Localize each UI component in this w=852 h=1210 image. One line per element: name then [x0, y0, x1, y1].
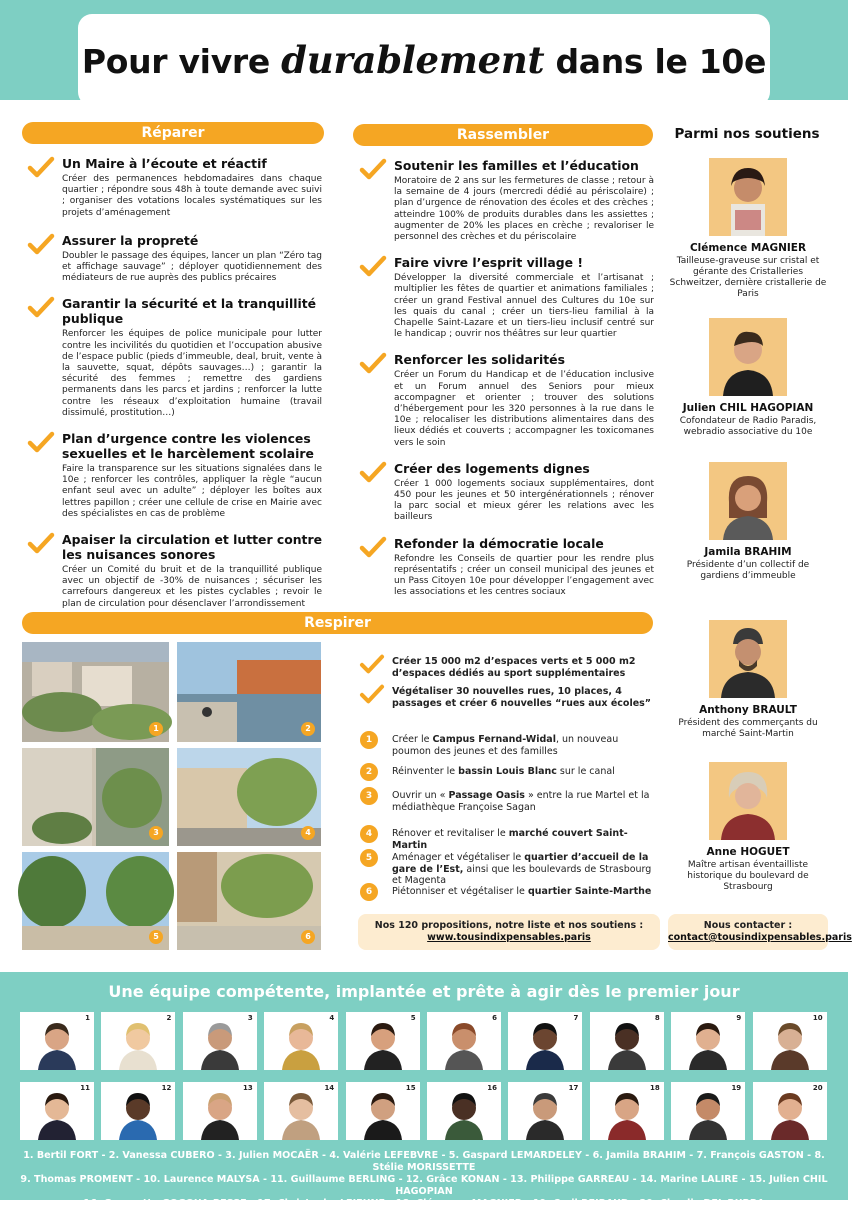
respirer-photo-6 [177, 852, 321, 950]
supporter-desc: Maître artisan éventailliste historique du boulevard de Strasbourg [687, 860, 809, 892]
point-text: Aménager et végétaliser le [392, 852, 525, 863]
respirer-photo-1 [22, 642, 169, 742]
team-member-photo [183, 1012, 257, 1070]
team-member-photo [508, 1012, 582, 1070]
photo-number: 3 [149, 826, 163, 840]
respirer-point-5 [360, 852, 655, 887]
team-member-photo [671, 1012, 745, 1070]
item-title: Un Maire à l’écoute et réactif [62, 156, 267, 171]
respirer-photo-2 [177, 642, 321, 742]
reparer-item-1 [26, 156, 322, 219]
item-title: Garantir la sécurité et la tranquillité publique [62, 296, 317, 327]
proposals-link[interactable]: www.tousindixpensables.paris [427, 932, 591, 943]
item-text: Renforcer les équipes de police municipale pour lutter contre les incivilités du quotidien et l’occupation abusive de l’espace public (pieds d’immeuble, deal, bruit, vente à la sauvette, squat, dépôts sauvages…) ; garantir la sécurité des femmes ; remettre des gardiens permanents dans les parcs et jardins ; renforcer la lutte contre les réseaux d’exploitation humaine (travail dissimulé, prostitution…) [62, 329, 322, 418]
check-icon [360, 461, 386, 483]
team-title: Une équipe compétente, implantée et prête à agir dès le premier jour [108, 982, 740, 1001]
avatar [20, 1012, 94, 1070]
team-member-number: 10 [812, 1014, 823, 1022]
check-text: Végétaliser 30 nouvelles rues, 10 places, 4 passages et créer 6 nouvelles “rues aux écoles” [392, 686, 652, 709]
rassembler-item-5 [358, 536, 654, 599]
team-member-number: 15 [405, 1084, 416, 1092]
team-member-photo [671, 1082, 745, 1140]
team-member-photo [20, 1082, 94, 1140]
section-rassembler-pill: Rassembler [353, 124, 653, 146]
item-title: Soutenir les familles et l’éducation [394, 158, 639, 173]
team-member-photo [753, 1082, 827, 1140]
item-title: Plan d’urgence contre les violences sexuelles et le harcèlement scolaire [62, 431, 314, 462]
photo-number: 2 [301, 722, 315, 736]
team-member-photo [590, 1012, 664, 1070]
check-icon [360, 654, 384, 674]
point-text: Piétonniser et végétaliser le [392, 886, 528, 897]
point-bold: Passage Oasis [448, 790, 525, 801]
team-member-number: 4 [329, 1014, 335, 1022]
team-member-photo [183, 1082, 257, 1140]
rassembler-item-4 [358, 461, 654, 524]
point-text: Créer le [392, 734, 433, 745]
team-names-line: 16. Georgette GOGOUA-BESSE - 17. Christophe LEJEUNE - 18. Clémence MAGNIER - 19. Cyril REIBAUD - 20. Claudia DEL BUBBA [83, 1198, 765, 1209]
item-title: Créer des logements dignes [394, 460, 590, 476]
team-member-number: 6 [492, 1014, 497, 1022]
item-text: Doubler le passage des équipes, lancer un plan “Zéro tag et affichage sauvage” ; déployer quotidiennement des médiateurs de rue auprès des publics précaires [62, 250, 322, 284]
section-reparer-pill: Réparer [22, 122, 324, 144]
item-text: Développer la diversité commerciale et l’artisanat ; multiplier les fêtes de quartier et animations familiales ; créer un grand Festival annuel des Cultures du 10e sur les quais du canal ; créer un tiers-lieu familial à la Chapelle Saint-Lazare et un tiers-lieu inclusif centré sur le handicap ; ouvrir nos théâtres sur leur quartier [394, 273, 654, 340]
team-member-number: 16 [487, 1084, 497, 1092]
supporter-1 [668, 158, 828, 300]
number-badge: 3 [360, 787, 378, 805]
avatar [671, 1012, 745, 1070]
respirer-photo-5 [22, 852, 169, 950]
point-text: Ouvrir un « [392, 790, 449, 801]
check-icon [360, 536, 386, 558]
respirer-point-6 [360, 886, 655, 898]
supporters-title: Parmi nos soutiens [674, 126, 820, 142]
title-part-2: dans le 10e [544, 42, 767, 81]
reparer-item-2 [26, 233, 322, 285]
supporter-photo [709, 158, 787, 236]
point-text: , un nouveau poumon des jeunes et des familles [392, 734, 619, 757]
supporter-photo [709, 762, 787, 840]
avatar [183, 1012, 257, 1070]
team-names-line: 9. Thomas PROMENT - 10. Laurence MALYSA - 11. Guillaume BERLING - 12. Grâce KONAN - 13. Philippe GARREAU - 14. Marine LALIRE - 15. Julien CHIL HAGOPIAN [20, 1174, 828, 1197]
number-badge: 2 [360, 763, 378, 781]
team-names-line: 1. Bertil FORT - 2. Vanessa CUBERO - 3. Julien MOCAËR - 4. Valérie LEFEBVRE - 5. Gaspard LEMARDELEY - 6. Jamila BRAHIM - 7. François GASTON - 8. Stélie MORISSETTE [23, 1150, 825, 1173]
item-text: Moratoire de 2 ans sur les fermetures de classe ; retour à la semaine de 4 jours (mercredi dédié au périscolaire) ; plan d’urgence de rénovation des écoles et des crèches ; atteindre 100% de produits durables dans les assiettes ; augmenter de 20% les places en crèche ; revaloriser le personnel des crèches et du périscolaire [394, 176, 654, 243]
check-icon [28, 296, 54, 318]
supporter-name: Anthony BRAULT [699, 704, 797, 716]
point-text: ainsi que les boulevards de Strasbourg et Magenta [392, 863, 652, 886]
respirer-point-4 [360, 828, 655, 851]
point-bold: quartier d’accueil de la gare de l’Est, [392, 852, 649, 875]
reparer-item-5 [26, 532, 322, 610]
number-badge: 5 [360, 849, 378, 867]
check-icon [28, 532, 54, 554]
team-names [20, 1150, 828, 1210]
avatar [101, 1012, 175, 1070]
respirer-check-1 [360, 656, 655, 679]
team-member-photo [508, 1082, 582, 1140]
team-member-number: 2 [166, 1014, 172, 1022]
team-member-photo [346, 1082, 420, 1140]
team-member-number: 20 [812, 1084, 823, 1092]
supporter-3 [668, 462, 828, 582]
supporter-name: Anne HOGUET [706, 846, 790, 858]
section-respirer-pill: Respirer [22, 612, 653, 634]
photo-number: 6 [301, 930, 315, 944]
team-member-photo [753, 1012, 827, 1070]
item-title: Apaiser la circulation et lutter contre les nuisances sonores [62, 532, 322, 563]
rassembler-column [358, 158, 654, 608]
team-member-photo [264, 1012, 338, 1070]
rassembler-item-2 [358, 255, 654, 340]
rassembler-item-1 [358, 158, 654, 243]
point-text: » entre la rue Martel et la médiathèque Françoise Sagan [392, 790, 650, 813]
item-text: Refondre les Conseils de quartier pour les rendre plus représentatifs ; créer un conseil municipal des jeunes et un Pass Citoyen 10e pour développer l’engagement avec les associations et les centres sociaux [394, 553, 654, 598]
check-icon [360, 352, 386, 374]
respirer-photo-4 [177, 748, 321, 846]
team-member-number: 13 [243, 1084, 253, 1092]
supporter-desc: Tailleuse-graveuse sur cristal et gérante des Cristalleries Schweitzer, dernière cristallerie de Paris [669, 256, 827, 299]
page-title [82, 38, 766, 82]
supporter-photo [709, 620, 787, 698]
title-script-word: durablement [281, 38, 545, 82]
item-text: Faire la transparence sur les situations signalées dans le 10e ; renforcer les contrôles, appliquer la règle “aucun enfant seul avec un adulte” ; déployer les boîtes aux lettres papillon ; créer une cellule de crise en Mairie avec des spécialistes en cas de problème [62, 464, 322, 519]
respirer-point-2 [360, 766, 655, 778]
point-bold: marché couvert Saint-Martin [392, 828, 628, 851]
team-member-photo [101, 1082, 175, 1140]
team-member-photo [101, 1012, 175, 1070]
avatar [264, 1012, 338, 1070]
avatar [590, 1012, 664, 1070]
avatar [427, 1012, 501, 1070]
photo-number: 5 [149, 930, 163, 944]
photo-number: 1 [149, 722, 163, 736]
team-member-photo [590, 1082, 664, 1140]
supporter-desc: Cofondateur de Radio Paradis, webradio associative du 10e [679, 416, 817, 437]
avatar [346, 1012, 420, 1070]
title-part-1: Pour vivre [81, 42, 282, 81]
reparer-item-3 [26, 296, 322, 419]
respirer-check-2 [360, 686, 655, 709]
number-badge: 1 [360, 731, 378, 749]
point-bold: quartier Sainte-Marthe [527, 886, 652, 897]
check-icon [360, 255, 386, 277]
team-member-number: 7 [573, 1014, 579, 1022]
item-text: Créer 1 000 logements sociaux supplémentaires, dont 450 pour les jeunes et 50 intergénérationnels ; rénover la parc social et mieux gérer les relations avec les bailleurs [394, 478, 654, 523]
check-icon [28, 156, 54, 178]
reparer-column [26, 156, 322, 620]
team-member-number: 3 [247, 1014, 253, 1022]
team-member-photo [427, 1082, 501, 1140]
item-text: Créer un Forum du Handicap et de l’éducation inclusive et un Forum annuel des Seniors pour mieux accompagner et orienter ; trouver des solutions d’hébergement pour les 320 personnes à la rue dans le 10e ; relocaliser les distributions alimentaires dans des lieux dédiés et couverts ; accompagner les toxicomanes vers le soin [394, 370, 654, 448]
number-badge: 4 [360, 825, 378, 843]
team-member-number: 8 [654, 1014, 660, 1022]
item-title: Renforcer les solidarités [394, 352, 565, 368]
avatar [508, 1012, 582, 1070]
team-member-number: 12 [161, 1084, 172, 1092]
item-text: Créer des permanences hebdomadaires dans chaque quartier ; répondre sous 48h à toute demande avec suivi ; organiser des votations locales systématiques sur les projets d’aménagement [62, 174, 322, 218]
item-text: Créer un Comité du bruit et de la tranquillité publique avec un objectif de -30% de nuisances ; sécuriser les carrefours dangereux et les pistes cyclables ; revoir le plan de circulation pour désenclaver l’arrondissement [62, 565, 322, 609]
contact-link[interactable]: contact@tousindixpensables.paris [668, 932, 852, 943]
team-member-number: 14 [324, 1084, 335, 1092]
photo-number: 4 [301, 826, 315, 840]
team-member-number: 17 [568, 1084, 579, 1092]
respirer-point-3 [360, 790, 655, 813]
point-text: sur le canal [556, 766, 615, 777]
team-member-photo [427, 1012, 501, 1070]
supporter-name: Clémence MAGNIER [689, 242, 807, 254]
contact-line: Nous contacter : [703, 920, 793, 931]
supporter-desc: Présidente d’un collectif de gardiens d’immeuble [686, 560, 810, 581]
point-bold: Campus Fernand-Widal [432, 734, 556, 745]
supporter-2 [668, 318, 828, 438]
respirer-point-1 [360, 734, 655, 757]
team-member-number: 11 [80, 1084, 90, 1092]
proposals-box [358, 914, 660, 950]
supporter-4 [668, 620, 828, 740]
proposals-line: Nos 120 propositions, notre liste et nos soutiens : [374, 920, 644, 931]
supporter-5 [668, 762, 828, 893]
team-member-photo [20, 1012, 94, 1070]
team-member-number: 19 [731, 1084, 742, 1092]
supporter-desc: Président des commerçants du marché Saint-Martin [678, 718, 818, 739]
point-text: Réinventer le [392, 766, 459, 777]
item-title: Refonder la démocratie locale [394, 535, 604, 551]
check-icon [360, 684, 384, 704]
team-member-photo [346, 1012, 420, 1070]
rassembler-item-3 [358, 352, 654, 448]
contact-box [668, 914, 852, 950]
header-box [78, 14, 770, 106]
team-member-number: 18 [650, 1084, 660, 1092]
supporter-name: Jamila BRAHIM [704, 546, 792, 558]
check-text: Créer 15 000 m2 d’espaces verts et 5 000 m2 d’espaces dédiés au sport supplémentaires [392, 656, 636, 679]
check-icon [28, 233, 54, 255]
respirer-photo-3 [22, 748, 169, 846]
check-icon [360, 158, 386, 180]
check-icon [28, 431, 54, 453]
supporter-photo [709, 318, 787, 396]
team-member-number: 1 [85, 1014, 90, 1022]
reparer-item-4 [26, 431, 322, 520]
team-member-photo [264, 1082, 338, 1140]
team-member-number: 5 [410, 1014, 416, 1022]
point-text: Rénover et revitaliser le [392, 828, 509, 839]
item-title: Assurer la propreté [62, 232, 199, 248]
point-bold: bassin Louis Blanc [458, 766, 557, 777]
team-member-number: 9 [736, 1014, 742, 1022]
supporter-photo [709, 462, 787, 540]
item-title: Faire vivre l’esprit village ! [394, 255, 584, 271]
number-badge: 6 [360, 883, 378, 901]
supporter-name: Julien CHIL HAGOPIAN [682, 402, 814, 414]
